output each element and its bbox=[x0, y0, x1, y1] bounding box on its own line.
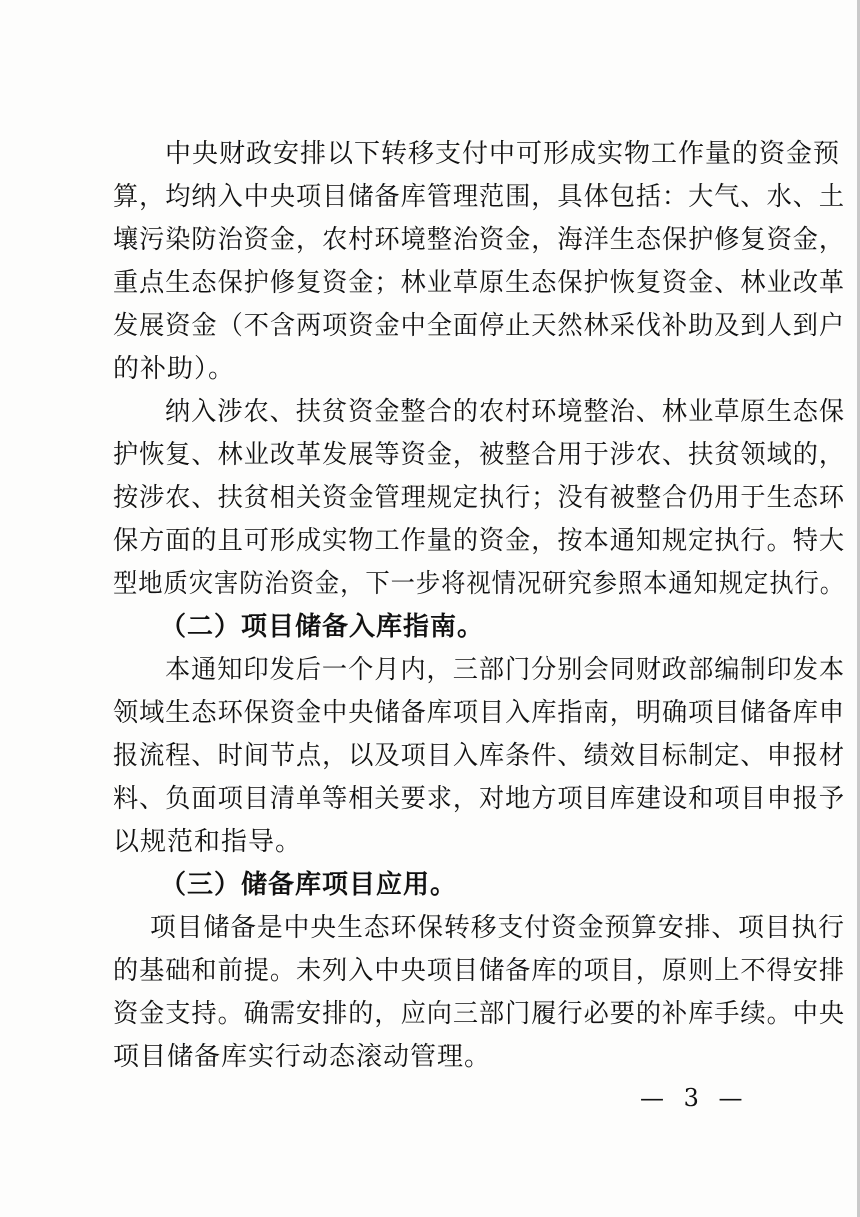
paragraph-4-line-2: 的基础和前提。未列入中央项目储备库的项目，原则上不得安排 bbox=[113, 956, 846, 986]
paragraph-1-line-6: 的补助）。 bbox=[113, 354, 236, 384]
paragraph-2-line-1: 纳入涉农、扶贫资金整合的农村环境整治、林业草原生态保 bbox=[165, 397, 846, 427]
paragraph-2-line-4: 保方面的且可形成实物工作量的资金，按本通知规定执行。特大 bbox=[113, 526, 846, 556]
paragraph-1-line-2: 算，均纳入中央项目储备库管理范围，具体包括：大气、水、土 bbox=[113, 182, 846, 212]
paragraph-3-line-3: 报流程、时间节点，以及项目入库条件、绩效目标制定、申报材 bbox=[113, 741, 846, 771]
section-heading-3: （三）储备库项目应用。 bbox=[160, 870, 458, 900]
paragraph-3-line-2: 领域生态环保资金中央储备库项目入库指南，明确项目储备库申 bbox=[113, 698, 846, 728]
paragraph-2-line-2: 护恢复、林业改革发展等资金，被整合用于涉农、扶贫领域的， bbox=[113, 440, 846, 470]
page-number: — 3 — bbox=[640, 1084, 749, 1112]
section-heading-2: （二）项目储备入库指南。 bbox=[160, 612, 485, 642]
paragraph-1-line-3: 壤污染防治资金，农村环境整治资金，海洋生态保护修复资金， bbox=[113, 225, 846, 255]
paragraph-1-line-4: 重点生态保护修复资金；林业草原生态保护恢复资金、林业改革 bbox=[113, 268, 846, 298]
paragraph-3-line-4: 料、负面项目清单等相关要求，对地方项目库建设和项目申报予 bbox=[113, 784, 846, 814]
paragraph-4-line-4: 项目储备库实行动态滚动管理。 bbox=[113, 1042, 492, 1072]
paragraph-1-line-5: 发展资金（不含两项资金中全面停止天然林采伐补助及到人到户 bbox=[113, 311, 846, 341]
paragraph-4-line-3: 资金支持。确需安排的，应向三部门履行必要的补库手续。中央 bbox=[113, 999, 846, 1029]
paragraph-4-line-1: 项目储备是中央生态环保转移支付资金预算安排、项目执行 bbox=[150, 913, 846, 943]
paragraph-2-line-3: 按涉农、扶贫相关资金管理规定执行；没有被整合仍用于生态环 bbox=[113, 483, 846, 513]
paragraph-3-line-5: 以规范和指导。 bbox=[113, 827, 303, 857]
paragraph-1-line-1: 中央财政安排以下转移支付中可形成实物工作量的资金预 bbox=[165, 139, 841, 169]
paragraph-3-line-1: 本通知印发后一个月内，三部门分别会同财政部编制印发本 bbox=[165, 655, 846, 685]
paragraph-2-line-5: 型地质灾害防治资金，下一步将视情况研究参照本通知规定执行。 bbox=[113, 569, 846, 599]
